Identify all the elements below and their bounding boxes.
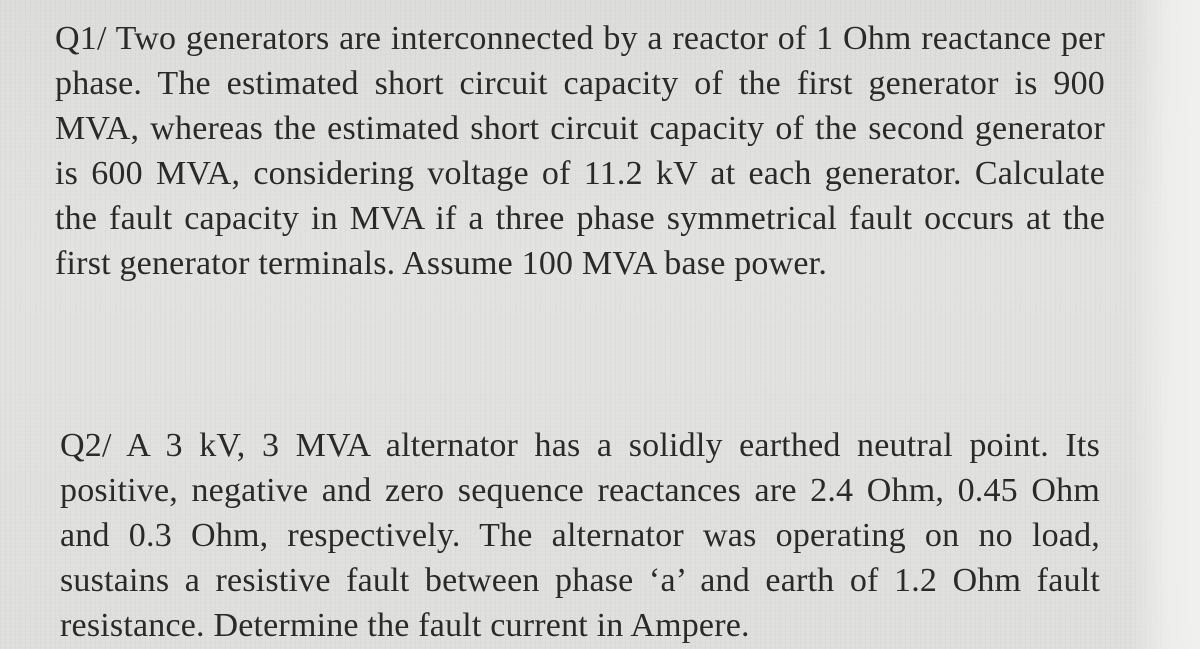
page-edge — [1130, 0, 1200, 649]
question-1-text: Q1/ Two generators are interconnected by a reactor of 1 Ohm reactance per phase. The estimated short circuit capacity of the first generator is 900 MVA, whereas the estimated short circuit capacity of the second generator is 600 MVA, considering voltage of 11.2 kV at each generator. Calculate the fault capacity in MVA if a three phase symmetrical fault occurs at the first generator terminals. Assume 100 MVA base power. — [55, 20, 1105, 282]
question-2-text: Q2/ A 3 kV, 3 MVA alternator has a solidly earthed neutral point. Its positive, negative and zero sequence reactances are 2.4 Ohm, 0.45 Ohm and 0.3 Ohm, respectively. The alternator was operating on no load, sustains a resistive fault between phase ‘a’ and earth of 1.2 Ohm fault resistance. Determine the fault current in Ampere. — [60, 427, 1100, 644]
